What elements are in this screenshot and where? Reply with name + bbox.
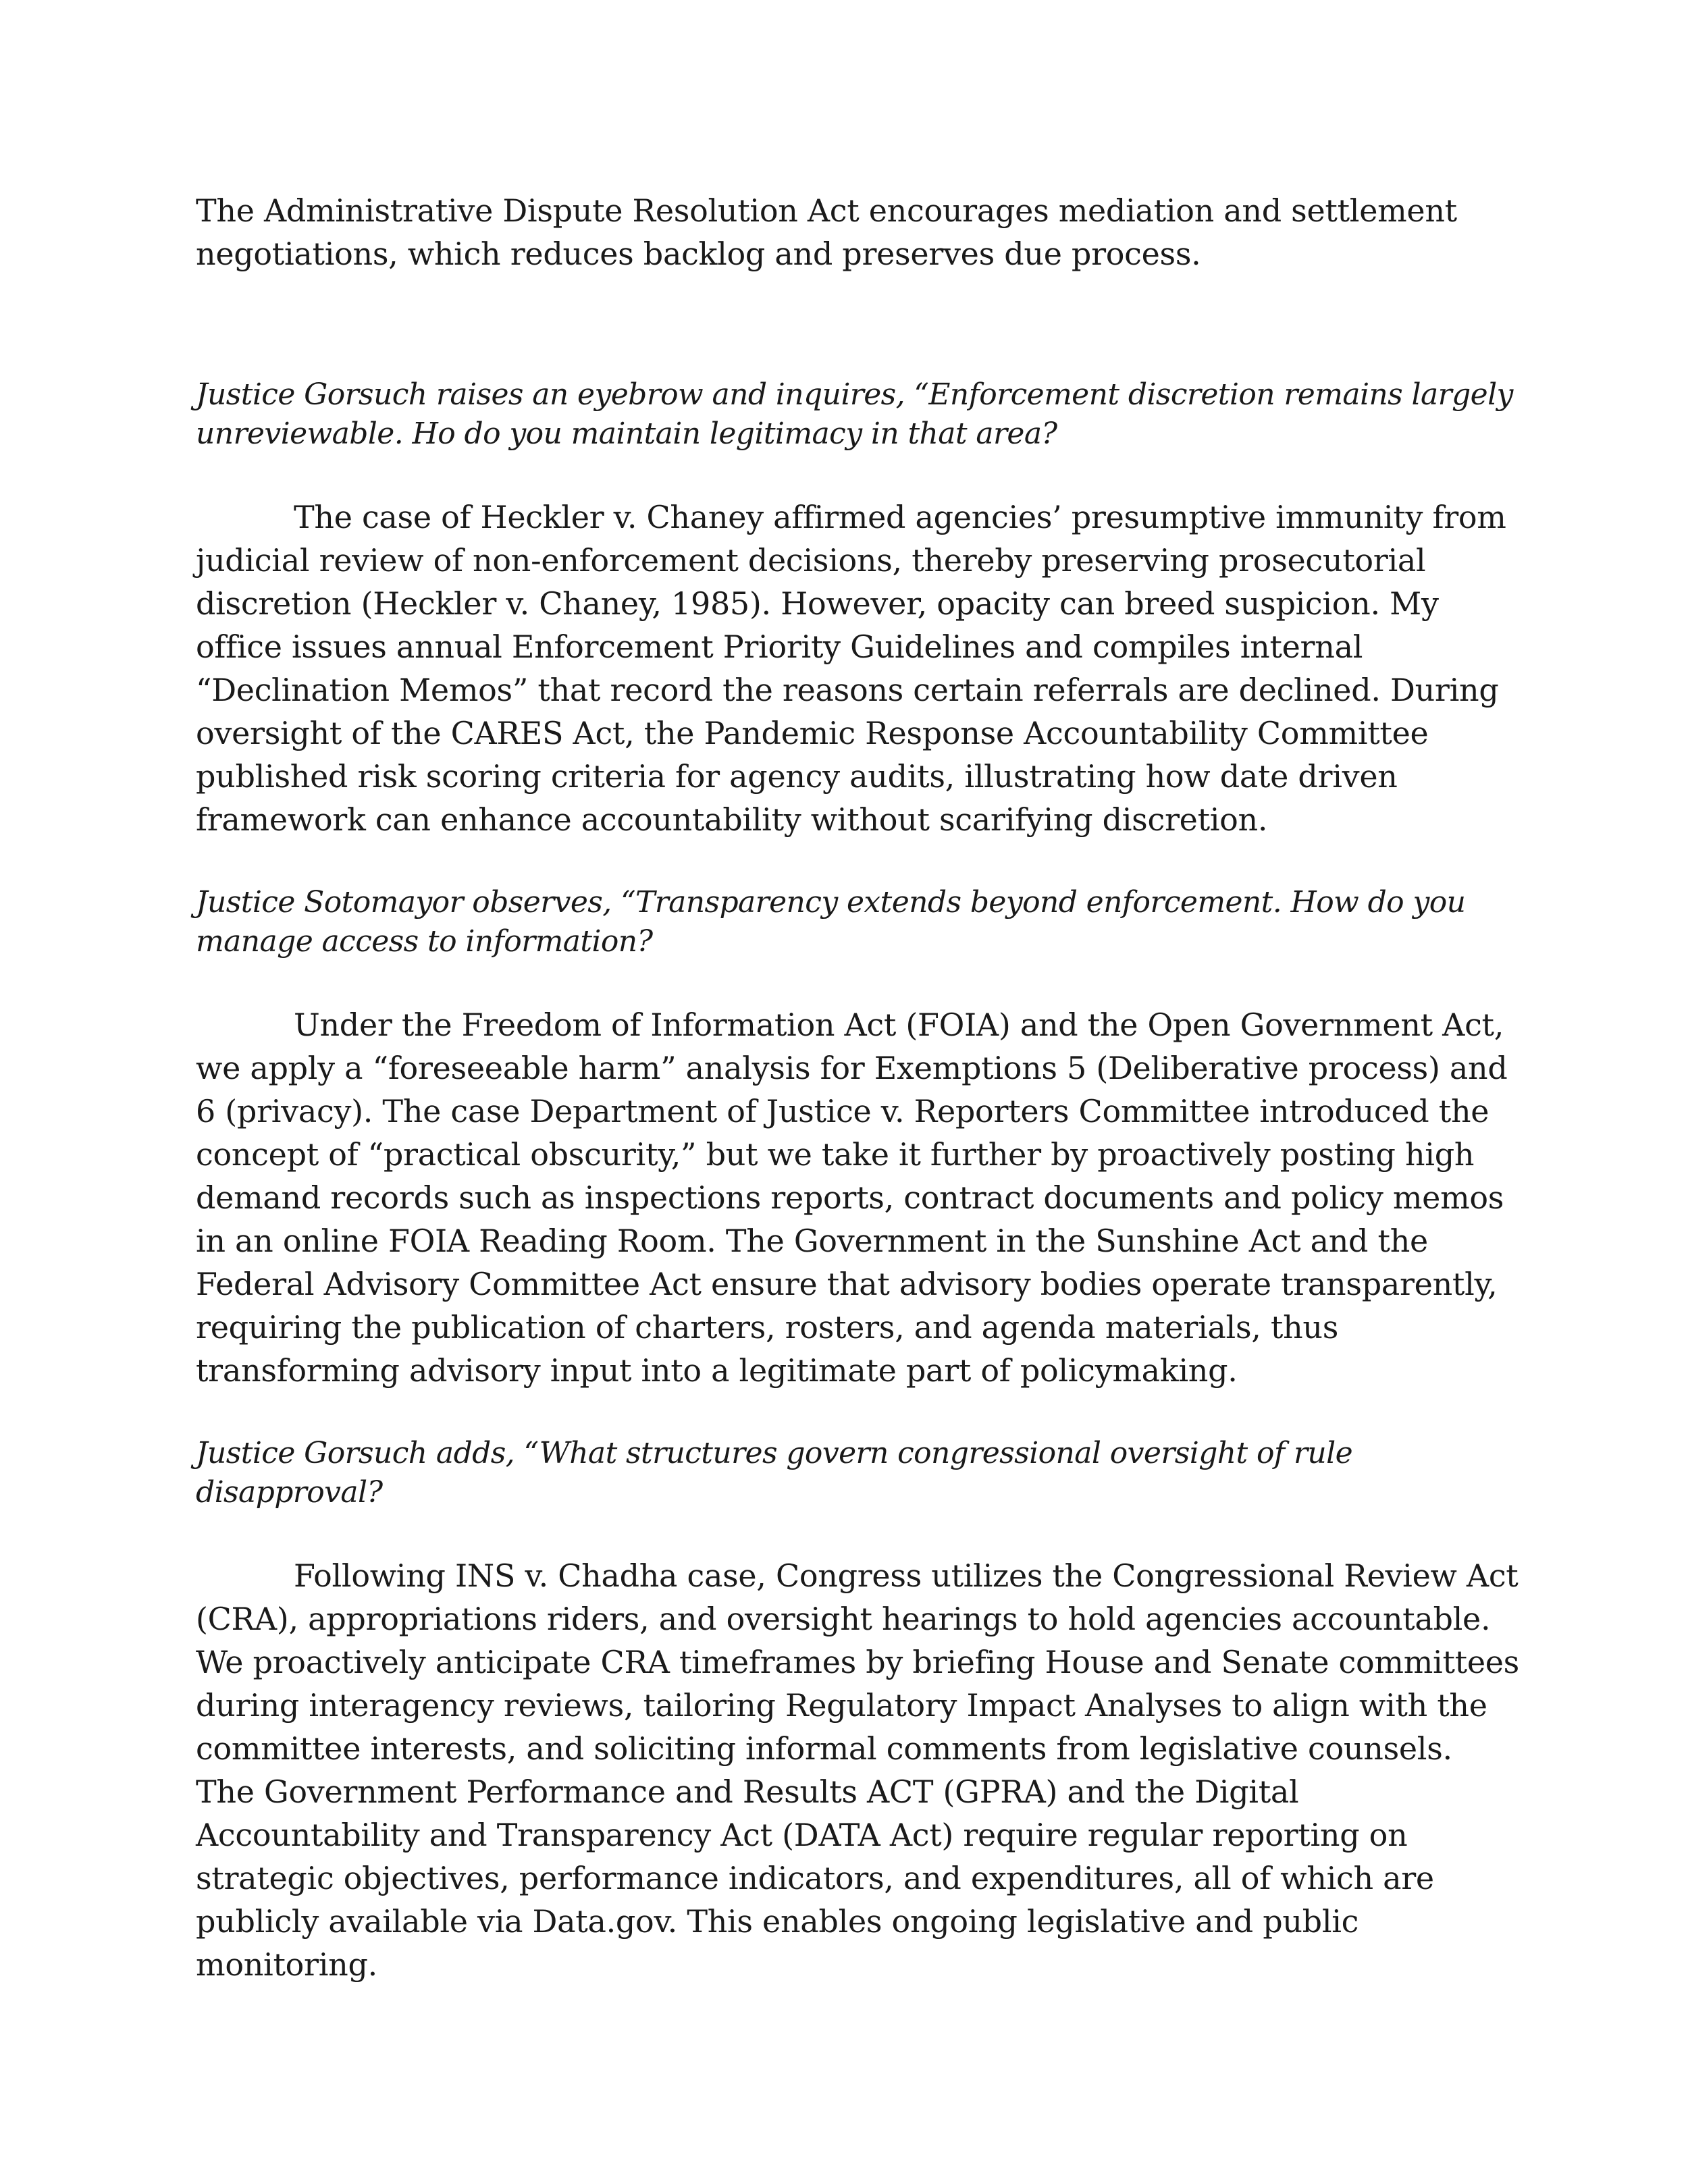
document-page — [196, 189, 1519, 1986]
question-sotomayor-transparency: Justice Sotomayor observes, “Transparency extends beyond enforcement. How do you manage access to information? — [196, 885, 1466, 959]
question-gorsuch-oversight: Justice Gorsuch adds, “What structures govern congressional oversight of rule disapproval? — [196, 1436, 1353, 1510]
answer-foia-access: Under the Freedom of Information Act (FOIA) and the Open Government Act, we apply a “foreseeable harm” analysis for Exemptions 5 (Deliberative process) and 6 (privacy). The case Department of Justice v. Reporters Committee introduced the concept of “practical obscurity,” but we take it further by proactively posting high demand records such as inspections reports, contract documents and policy memos in an online FOIA Reading Room. The Government in the Sunshine Act and the Federal Advisory Committee Act ensure that advisory bodies operate transparently, requiring the publication of charters, rosters, and agenda materials, thus transforming advisory input into a legitimate part of policymaking. — [196, 1007, 1508, 1389]
answer-congressional-oversight: Following INS v. Chadha case, Congress utilizes the Congressional Review Act (CRA), appropriations riders, and oversight hearings to hold agencies accountable. We proactively anticipate CRA timeframes by briefing House and Senate committees during interagency reviews, tailoring Regulatory Impact Analyses to align with the committee interests, and soliciting informal comments from legislative counsels. The Government Performance and Results ACT (GPRA) and the Digital Accountability and Transparency Act (DATA Act) require regular reporting on strategic objectives, performance indicators, and expenditures, all of which are publicly available via Data.gov. This enables ongoing legislative and public monitoring. — [196, 1557, 1519, 1983]
answer-enforcement-discretion: The case of Heckler v. Chaney affirmed agencies’ presumptive immunity from judicial review of non-enforcement decisions, thereby preserving prosecutorial discretion (Heckler v. Chaney, 1985). However, opacity can breed suspicion. My office issues annual Enforcement Priority Guidelines and compiles internal “Declination Memos” that record the reasons certain referrals are declined. During oversight of the CARES Act, the Pandemic Response Accountability Committee published risk scoring criteria for agency audits, illustrating how date driven framework can enhance accountability without scarifying discretion. — [196, 499, 1506, 838]
intro-paragraph: The Administrative Dispute Resolution Act encourages mediation and settlement negotiations, which reduces backlog and preserves due process. — [196, 192, 1457, 272]
question-gorsuch-enforcement: Justice Gorsuch raises an eyebrow and inquires, “Enforcement discretion remains largely unreviewable. Ho do you maintain legitimacy in that area? — [196, 377, 1513, 451]
